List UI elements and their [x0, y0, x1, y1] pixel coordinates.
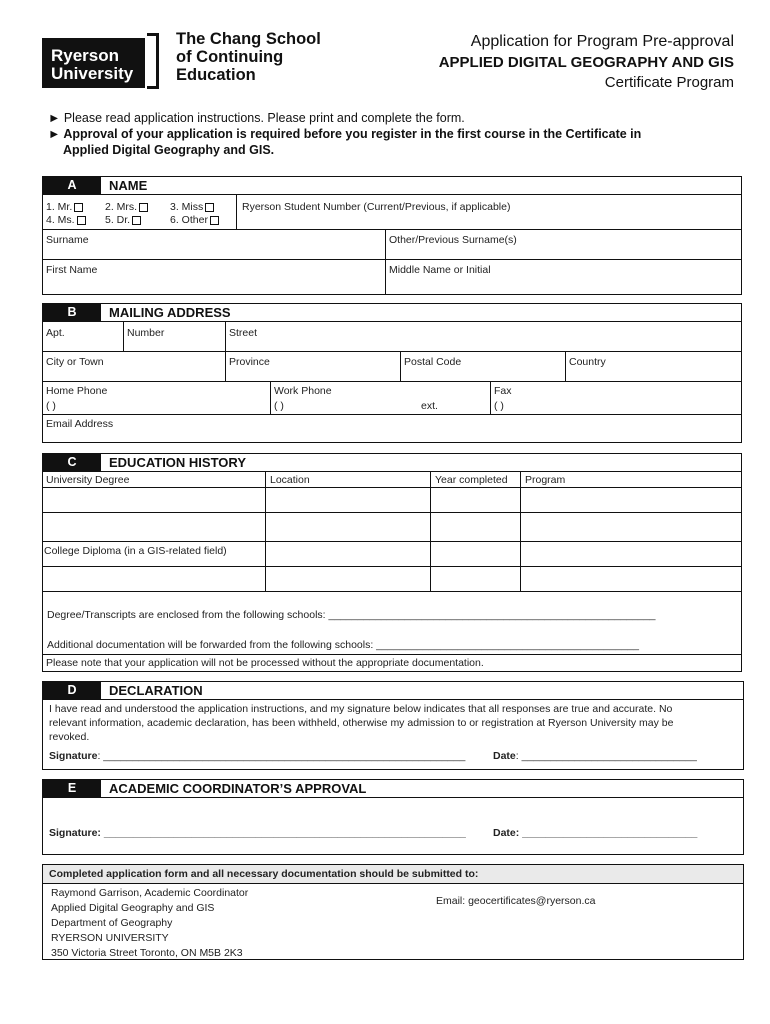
section-b-title: MAILING ADDRESS: [109, 305, 231, 320]
logo-bracket: [147, 33, 159, 89]
logo-line-1: Ryerson: [51, 46, 120, 65]
section-a-title: NAME: [109, 178, 148, 193]
province-field[interactable]: Province: [229, 356, 270, 368]
address-line-5: 350 Victoria Street Toronto, ON M5B 2K3: [51, 947, 243, 959]
title-miss[interactable]: 3. Miss: [170, 201, 214, 213]
ryerson-logo: [42, 38, 145, 88]
submission-heading: Completed application form and all necessary documentation should be submitted to:: [49, 868, 479, 880]
col-program: Program: [525, 474, 566, 486]
title-other[interactable]: 6. Other: [170, 214, 219, 226]
checkbox-ms[interactable]: [77, 216, 86, 225]
submission-email[interactable]: Email: geocertificates@ryerson.ca: [436, 895, 596, 907]
section-c-title: EDUCATION HISTORY: [109, 455, 246, 470]
instruction-2: ► Approval of your application is required before you register in the first course in the Certificate in: [48, 127, 642, 141]
street-field[interactable]: Street: [229, 327, 258, 339]
logo-line-2: University: [51, 64, 134, 83]
school-line-2: of Continuing: [176, 48, 284, 66]
declaration-signature-field[interactable]: Signature: ______________________________________________________________: [49, 750, 466, 762]
col-year-completed: Year completed: [435, 474, 508, 486]
postal-code-field[interactable]: Postal Code: [404, 356, 462, 368]
address-line-2: Applied Digital Geography and GIS: [51, 902, 215, 914]
section-b-header: [42, 303, 742, 322]
fax-field[interactable]: Fax: [494, 385, 512, 397]
documentation-note: Please note that your application will not be processed without the appropriate documentation.: [46, 657, 484, 669]
declaration-date-field[interactable]: Date: ______________________________: [493, 750, 697, 762]
declaration-text-1: I have read and understood the application instructions, and my signature below indicates that all responses are true and accurate. No: [49, 703, 673, 715]
section-e-letter: E: [43, 780, 101, 797]
section-b-body: [42, 322, 742, 443]
section-e-header: [42, 779, 744, 798]
section-c-header: [42, 453, 742, 472]
address-line-3: Department of Geography: [51, 917, 173, 929]
form-title-line1: Application for Program Pre-approval: [470, 33, 734, 50]
work-phone-field[interactable]: Work Phone: [274, 385, 332, 397]
col-location: Location: [270, 474, 310, 486]
first-name-field[interactable]: First Name: [46, 264, 98, 276]
title-ms[interactable]: 4. Ms.: [46, 214, 86, 226]
section-d-title: DECLARATION: [109, 683, 203, 698]
surname-field[interactable]: Surname: [46, 234, 89, 246]
school-line-1: The Chang School: [176, 30, 321, 48]
city-field[interactable]: City or Town: [46, 356, 104, 368]
student-number-field[interactable]: Ryerson Student Number (Current/Previous, if applicable): [242, 201, 511, 213]
declaration-text-2: relevant information, academic declaration, has been withheld, otherwise my admission to or registration at Ryerson University may be: [49, 717, 674, 729]
address-line-1: Raymond Garrison, Academic Coordinator: [51, 887, 249, 899]
home-phone-field[interactable]: Home Phone: [46, 385, 108, 397]
fax-area: ( ): [494, 400, 504, 412]
form-title-line2: APPLIED DIGITAL GEOGRAPHY AND GIS: [438, 54, 734, 71]
form-title-line3: Certificate Program: [604, 74, 734, 91]
title-mrs[interactable]: 2. Mrs.: [105, 201, 148, 213]
checkbox-miss[interactable]: [205, 203, 214, 212]
email-field[interactable]: Email Address: [46, 418, 114, 430]
address-line-4: RYERSON UNIVERSITY: [51, 932, 169, 944]
work-phone-area: ( ): [274, 400, 284, 412]
school-line-3: Education: [176, 66, 256, 84]
approval-date-field[interactable]: Date: ______________________________: [493, 827, 698, 839]
other-surname-field[interactable]: Other/Previous Surname(s): [389, 234, 517, 246]
home-phone-area: ( ): [46, 400, 56, 412]
checkbox-mr[interactable]: [74, 203, 83, 212]
title-dr[interactable]: 5. Dr.: [105, 214, 141, 226]
number-field[interactable]: Number: [127, 327, 165, 339]
instruction-2b: Applied Digital Geography and GIS.: [63, 143, 275, 157]
checkbox-dr[interactable]: [132, 216, 141, 225]
approval-signature-field[interactable]: Signature: ______________________________________________________________: [49, 827, 466, 839]
college-diploma-label: College Diploma (in a GIS-related field): [44, 545, 227, 557]
section-b-letter: B: [43, 304, 101, 321]
country-field[interactable]: Country: [569, 356, 606, 368]
checkbox-mrs[interactable]: [139, 203, 148, 212]
section-d-header: [42, 681, 744, 700]
title-mr[interactable]: 1. Mr.: [46, 201, 83, 213]
work-phone-ext: ext.: [421, 400, 438, 412]
school-name: [176, 30, 321, 84]
section-e-title: ACADEMIC COORDINATOR’S APPROVAL: [109, 781, 367, 796]
middle-name-field[interactable]: Middle Name or Initial: [389, 264, 491, 276]
col-university-degree: University Degree: [46, 474, 130, 486]
transcripts-field[interactable]: Degree/Transcripts are enclosed from the following schools: ________________________________________________________: [47, 609, 656, 621]
declaration-text-3: revoked.: [49, 731, 90, 743]
additional-docs-field[interactable]: Additional documentation will be forwarded from the following schools: _____________________________________________: [47, 639, 639, 651]
checkbox-other[interactable]: [210, 216, 219, 225]
section-c-letter: C: [43, 454, 101, 471]
apt-field[interactable]: Apt.: [46, 327, 65, 339]
section-d-letter: D: [43, 682, 101, 699]
instruction-1: ► Please read application instructions. Please print and complete the form.: [48, 111, 465, 125]
section-a-header: [42, 176, 742, 195]
section-a-letter: A: [43, 177, 101, 194]
